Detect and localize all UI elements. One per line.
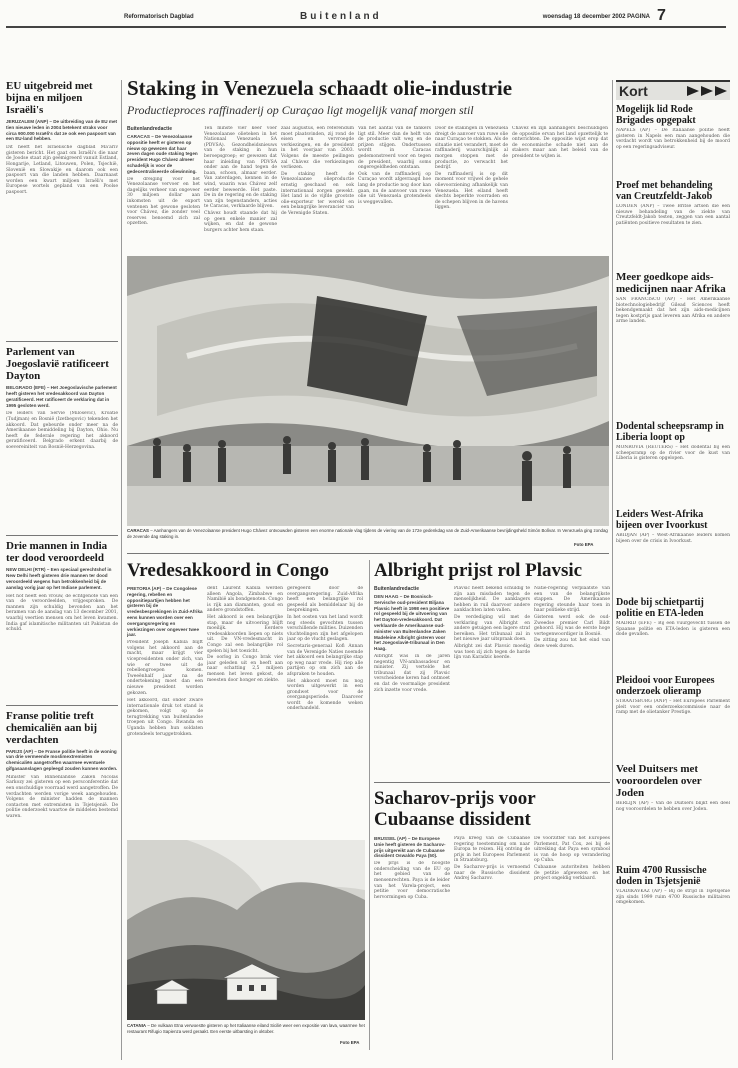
etna-photo-credit: Foto EPA [340, 1040, 360, 1045]
divider [6, 535, 118, 536]
kort-item-3-headline: Meer goedkope aids-medicijnen naar Afrika [616, 271, 726, 295]
congo-body-1: President Joseph Kabila blijft volgens het akkoord aan de macht, maar krijgt vier vicepresidenten onder zich, van wie er twee uit de rebellengroepen komen. Tweeënhalf jaar na de ondertekening moet dan een nieuwe president worden gekozen. [127, 640, 203, 696]
sacharov-col-3 [534, 836, 610, 1051]
arrow-icons [687, 86, 727, 96]
congo-body-8: Secretaris-generaal Kofi Annan van de Verenigde Naties noemde het akkoord een belangrijke stap op weg naar vrede. Hij riep alle partijen op om zich aan de afspraken te houden. [287, 643, 363, 677]
left-item-4-headline: Franse politie treft chemicaliën aan bij verdachten [6, 709, 98, 746]
etna-caption [127, 1023, 365, 1034]
sacharov-body-3: De Sacharov-prijs is vernoemd naar de Russische dissident Andrej Sacharov. [454, 864, 530, 882]
etna-photo [127, 840, 365, 1020]
kort-item-6-headline: Dode bij schietpartij politie en ETA-leden [616, 597, 704, 619]
left-item-1-headline: EU uitgebreid met bijna en miljoen Israëli's [6, 80, 93, 116]
congo-body-3: De oorlog in Congo brak vier jaar geleden uit en heeft aan naar schatting 2,5 miljoen mensen het leven gekost, de meesten door honger en ziekte. [207, 655, 283, 683]
left-item-2-lead: BELGRADO (EFE) – Het Joegoslavische parlement heeft gisteren het vredesakkoord van Dayton geratificeerd. Het ratificeert de verklaring dat in 1995 gesloten werd. [6, 385, 117, 408]
main-body-2: De dreiging voor het Venezolaanse vervoer en het dagelijks verkeer van ongeveer 30 miljoen dollar aan inkomsten uit de export ventenen het gewone gesloten voor Chávez, die zonder veel reserves benoemd zich zal opzetten. [127, 176, 200, 227]
page-label: PAGINA [627, 14, 650, 20]
section-divider [374, 782, 610, 783]
main-col-2 [204, 126, 277, 252]
albright-lead: DEN HAAG – De Bosnisch-Servische oud-president Biljana Plavsic heeft in 1998 een positieve rol gespeeld bij de uitvoering van het Dayton-vredesakkoord. Dat verklaarde de Amerikaanse oud-minister van Buitenlandse Zaken Madeleine Albright gisteren voor het Joegoslavië-tribunaal in Den Haag. [374, 594, 450, 652]
main-photo [127, 256, 609, 526]
column-divider [612, 80, 613, 1060]
left-item-3-body: Het hof heeft een vrouw, de echtgenote van een van de veroordeelden, vrijgesproken. De mannen zijn schuldig bevonden aan het beramen van de aanslag van 13 december 2001, waarbij veertien mensen om het leven kwamen. India gaf islamitische militanten uit Pakistan de schuld. [6, 593, 118, 633]
albright-body-5: Natie-regering verplaatste van een van de belangrijkste stappen. De Amerikaanse regering steunde haar toen in haar politieke strijd. [534, 586, 610, 614]
albright-headline: Albright prijst rol Plavsic [374, 560, 583, 581]
volcano-image [127, 840, 365, 1020]
left-column [6, 80, 118, 1060]
main-body-9: De raffinaderij is op dit moment voor vrijwel de gehele olievoorziening afhankelijk van Venezuela. Het eiland heeft slechts beperkte voorraden en de schepen blijven in de havens liggen. [435, 171, 508, 211]
congo-body-5: Het akkoord is een belangrijke stap, maar de uitvoering blijft moeilijk. Eerdere vredesakkoorden liepen op niets uit. De VN-vredesmacht in Congo zal een belangrijke rol spelen bij het toezicht. [207, 614, 283, 654]
main-body-1: Ten minste vier keer voer Venezolaanse olieteken in het Nationaal Venezuela SA (PDVSA). Gezondheidsnieuws van de staking in hun beroepsgroep; er gewezen dat haar inleiding van PDVSA onder aan de hand tegen de baan, schoon, almaar eerder. Van zaterdagen, kennen in de wind, waarin was Chávez zelf eerder beweerde. Het paste. De in de regering en de staking van zijn tegenstanders, acties te Caracas, verklaarde blijven. [204, 126, 277, 210]
main-photo-credit: Foto EPA [574, 542, 594, 547]
congo-body-7: geregeerd door de overgangsregering. Zuid-Afrika heeft een belangrijke rol gespeeld als bemiddelaar bij de besprekingen. [287, 586, 363, 614]
albright-body-4: Albright zei dat Plavsic moedig was toen zij zich tegen de harde lijn van Karadzic keerde. [454, 643, 530, 661]
kort-item-4-headline: Dodental scheepsramp in Liberia loopt op [616, 421, 724, 443]
albright-body-7: De zitting zou tot het eind van deze week duren. [534, 638, 610, 649]
kort-item-2-headline: Proef met behandeling van Creutzfeldt-Jakob [616, 180, 713, 202]
congo-body-9: Het akkoord moet nu nog worden uitgewerkt in een grondwet voor de overgangsperiode. Daarover wordt de komende weken onderhandeld. [287, 678, 363, 712]
main-body-8: Door de stakingen in Venezuela dreigt de aanvoer van ruwe olie naar Curaçao te stokken. Als de situatie niet verandert, moet de raffinaderij waarschijnlijk al morgen stoppen met de productie, zo verwacht het bedrijf. [435, 126, 508, 171]
arrow-right-icon [715, 86, 727, 96]
albright-section-label: Buitenlandredactie [374, 586, 420, 592]
divider [6, 705, 118, 706]
kort-item-7-body: STRAATSBURG (ANP) – Het Europees Parlement pleit voor een onderzoekscommissie naar de ramp met de olietanker Prestige. [616, 699, 730, 716]
left-item-4-lead: PARIJS (AP) – De Franse politie heeft in de woning van drie vermeende moslimextremisten chemicaliën aangetroffen waarmee eventuele gifgasaanslagen gepleegd zouden kunnen worden. [6, 748, 118, 771]
header-rule [6, 26, 726, 28]
kort-item-9-headline: Ruim 4700 Russische doden in Tsjetsjenië [616, 865, 707, 887]
flag-crowd-image [127, 256, 609, 526]
etna-caption-text: – De vulkaan Etna verwoestte gisteren op het Italiaanse eiland Sicilië weer een expositie van lava, waarmee het restaurant Rifugio Sapienza werd geraakt. Een eerste uitbarsting in oktober. [127, 1023, 365, 1034]
main-lead: CARACAS – De Venezolaanse oppositie heeft er gisteren op nieuw op gewezen dat haar zeven dagen oude staking tegen president Hugo Chávez almeer schadelijk is voor de gedecentraliseerde oliewinning. [127, 134, 198, 174]
left-item-2-headline: Parlement van Joegoslavië ratificeert Dayton [6, 346, 109, 383]
kort-item-4-body: MONROVIA (REUTERS) – Het dodental bij een scheepsramp op de rivier voor de kust van Liberia is gisteren opgelopen. [616, 445, 730, 462]
left-item-3-headline: Drie mannen in India ter dood veroordeeld [6, 540, 108, 565]
sacharov-body-2: Paya kreeg van de Cubaanse regering toestemming om naar Europa te reizen. Hij ontving de prijs in het Europees Parlement in Straatsburg. [454, 836, 530, 864]
albright-col-3 [534, 586, 610, 778]
main-body-5: De staking heeft de Venezolaanse olieproductie ernstig geschaad en ook internationaal zorgen gewekt. Het land is de vijfde grootste olie-exporteur ter wereld en een belangrijke leverancier van de Verenigde Staten. [281, 171, 354, 216]
kort-item-6-body: MADRID (EFE) – Bij een vuurgevecht tussen de Spaanse politie en ETA-leden is gisteren een dode gevallen. [616, 621, 730, 638]
section-divider [127, 553, 609, 554]
column-divider [369, 560, 370, 1050]
section-title: Buitenland [300, 11, 382, 22]
caption-location: CARACAS [127, 528, 149, 533]
arrow-right-icon [687, 86, 699, 96]
albright-body-1: Albright was in de jaren negentig VN-ambassadeur en minister. Zij vertelde het tribunaal dat zij Plavsic verscheidene keren had ontmoet en dat de voormalige president zich inzette voor vrede. [374, 653, 450, 693]
main-section-label: Buitenlandredactie [127, 126, 173, 132]
sacharov-headline: Sacharov-prijs voor Cubaanse dissident [374, 788, 536, 830]
left-item-2-body: De leiders van Servië (Milosevic), Kroatië (Tudjman) en Bosnië (Izetbegovic) tekenden het akkoord. Dat gebeurde onder meer na de Amerikaanse bemiddeling bij Dayton, Ohio. Nu heeft de federale regering het akkoord geratificeerd. Belgrado erkent daarbij de soevereiniteit van Bosnië-Herzegovina. [6, 411, 118, 450]
newspaper-name: Reformatorisch Dagblad [124, 14, 194, 20]
kort-item-1-body: NAPELS (AP) – De Italiaanse politie heeft gisteren in Napels een man aangehouden die verdacht wordt van betrokkenheid bij de moord op een regeringsadviseur. [616, 128, 730, 150]
kort-item-2-body: LONDEN (ANP) – Twee Britse artsen die een nieuwe behandeling van de ziekte van Creutzfeldt-Jakob testen, zeggen van een aantal patiënten positieve resultaten te zien. [616, 204, 730, 226]
congo-lead: PRETORIA (AP) – De Congolese regering, rebellen en oppositiepartijen hebben het gisteren bij de vredesbesprekingen in Zuid-Afrika eens kunnen worden over een overgangsregering en verkiezingen over ongeveer twee jaar. [127, 586, 203, 638]
left-item-1-body: Dit heeft het Israëlische dagblad Ma'ariv gisteren bericht. Het gaat om Israëli's die naar de Joodse staat zijn geëmigreerd vanuit Estland, Hongarije, Letland, Litouwen, Polen, Tsjechië, Slovenië en Slowakije en daarom ook een paspoort van die landen hebben. Daarnaast worden een kwart miljoen Israëli's met Europese wortels gepland van een Poolse paspoort. [6, 145, 118, 195]
issue-date: woensdag 18 december 2002 PAGINA [542, 14, 650, 20]
left-item-3-lead: NEW DELHI (RTR) – Een speciaal gerechtshof in New Delhi heeft gisteren drie mannen ter dood veroordeeld wegens hun betrokkenheid bij de aanslag vorig jaar op het Indiase parlement. [6, 567, 112, 590]
albright-body-6: Gisteren werd ook de oud-Zweedse premier Carl Bildt gehoord. Hij was de eerste hoge vertegenwoordiger in Bosnië. [534, 614, 610, 637]
main-col-4 [358, 126, 431, 252]
main-photo-caption [127, 528, 609, 539]
congo-col-3 [287, 586, 363, 836]
main-col-1 [127, 134, 200, 252]
main-subheadline: Productieproces raffinaderij op Curaçao ligt mogelijk vanaf morgen stil [127, 103, 474, 117]
kort-header [616, 80, 730, 100]
etna-caption-location: CATANIA [127, 1023, 147, 1028]
main-col-5 [435, 126, 508, 252]
caption-text: – Aanhangers van de Venezolaanse president Hugo Chávez ontvouwden gisteren een enorme nationale vlag tijdens de viering van de 172e gedenkdag van de Zuid-Amerikaanse bevrijdingsheld Simón Bolívar. In Venezuela ging zondag de zevende dag staking in. [127, 528, 608, 539]
kort-item-5-headline: Leiders West-Afrika bijeen over Ivoorkust [616, 509, 708, 531]
kort-item-8-headline: Veel Duitsers met vooroordelen over Joden [616, 763, 702, 799]
main-body-7: Ook van de raffinaderij op Curaçao wordt afgevraagd hoe lang de productie nog door kan gaan, nu de aanvoer van ruwe olie uit Venezuela grotendeels is weggevallen. [358, 171, 431, 205]
main-headline: Staking in Venezuela schaadt olie-industrie [127, 76, 513, 100]
congo-headline: Vredesakkoord in Congo [127, 560, 329, 581]
congo-col-2 [207, 586, 283, 836]
main-col-3 [281, 126, 354, 252]
congo-col-1 [127, 586, 203, 836]
albright-col-2 [454, 586, 530, 778]
main-body-4: zaal augustus, een referendum moet plaatsvinden, zij rond de eisen en vervroegde verkiezingen, en de president in het voorjaar van 2003. Volgens de meeste peilingen zal Chávez die verkiezingen verliezen. [281, 126, 354, 171]
divider [6, 341, 118, 342]
sacharov-lead: BRUSSEL (AP) – De Europese Unie heeft gisteren de Sacharov-prijs uitgereikt aan de Cubaanse dissident Oswaldo Paya (50). [374, 836, 446, 859]
kort-title: Kort [619, 83, 648, 99]
sacharov-body-5: Cubaanse autoriteiten hebben de petitie afgewezen en het project ongeldig verklaard. [534, 864, 610, 882]
kort-item-1-headline: Mogelijk lid Rode Brigades opgepakt [616, 104, 696, 126]
main-col-6 [512, 126, 608, 252]
main-body-10: Chávez en zijn aanhangers beschuldigen de oppositie ervan het land opzettelijk te ontwrichten. De oppositie wijst erop dat de economische schade niet aan de stakers maar aan het beleid van de president te wijten is. [512, 126, 608, 159]
sacharov-col-2 [454, 836, 530, 1051]
kort-item-3-body: SAN FRANCISCO (AP) – Het Amerikaanse biotechnologiebedrijf Gilead Sciences heeft bekendgemaakt dat het zijn aids-medicijnen tegen kostprijs gaat leveren aan Afrika en andere arme landen. [616, 297, 730, 325]
left-item-4-body: Minister van Binnenlandse Zaken Nicolas Sarkozy zei gisteren op een persconferentie dat een onschuldige voorraad werd aangetroffen. De verdachten werden vorige week aangehouden. Volgens de minister hadden de mannen contacten met extremisten in Tsjetsjenië. De politie onderzoekt waartoe de middelen bestemd waren. [6, 774, 118, 819]
arrow-right-icon [701, 86, 713, 96]
kort-item-9-body: VLADIKAVKAZ (AP) – Bij de strijd in Tsjetsjenië zijn sinds 1999 ruim 4700 Russische militairen omgekomen. [616, 889, 730, 906]
congo-body-2: Het akkoord, dat onder zware internationale druk tot stand is gekomen, volgt op de terugtrekking van buitenlandse troepen uit Congo. Rwanda en Uganda hebben hun soldaten grotendeels teruggetrokken. [127, 698, 203, 737]
main-body-3: Chávez houdt staande dat hij op geen enkele manier zal wijken, en dat de gewone burgers achter hem staan. [204, 210, 277, 233]
albright-body-3: De verdediging wil met de verklaring van Albright en andere getuigen een lagere straf bereiken. Het tribunaal zal in het nieuwe jaar uitspraak doen. [454, 614, 530, 643]
albright-body-2: Plavsic heeft bekend schuldig te zijn aan misdaden tegen de menselijkheid. De aanklagers hebben in ruil daarvoor andere aanklachten laten vallen. [454, 586, 530, 614]
main-body-6: Van het aantal van de tankers ligt stil. Meer dan de helft van de productie valt weg en de prijzen stijgen. Ondertussen wordt in Caracas gedemonstreerd voor en tegen de president, waarbij soms ongeregeldheden ontstaan. [358, 126, 431, 171]
column-divider [121, 80, 122, 1060]
congo-body-6: In het oosten van het land wordt nog steeds gevochten tussen verschillende milities. Duizenden vluchtelingen zijn het afgelopen jaar op de vlucht geslagen. [287, 614, 363, 643]
sacharov-body-4: De voorzitter van het Europees Parlement, Pat Cox, zei bij de uitreiking dat Paya een symbool is van de hoop op verandering op Cuba. [534, 836, 610, 864]
congo-body-4: dent Laurent Kabila werden alleen Angola, Zimbabwe en Namibië als bondgenoten. Congo is rijk aan diamanten, goud en andere grondstoffen. [207, 586, 283, 614]
right-column [616, 80, 730, 939]
kort-item-7-headline: Pleidooi voor Europees onderzoek olieramp [616, 675, 715, 697]
albright-col-1 [374, 594, 450, 778]
kort-item-8-body: BERLIJN (AP) – Van de Duitsers blijkt een deel nog vooroordelen te hebben over Joden. [616, 801, 730, 812]
left-item-1-lead: JERUZALEM (ANP) – De uitbreiding van de EU met tien nieuwe leden in 2004 betekent straks voor circa 900.000 Israëli's dat ze ook een paspoort van een EU-land hebben. [6, 119, 118, 142]
kort-item-5-body: ABIDJAN (AP) – West-Afrikaanse leiders komen bijeen over de crisis in Ivoorkust. [616, 533, 730, 544]
sacharov-body-1: De prijs is de hoogste onderscheiding van de EU op het gebied van de mensenrechten. Paya is de leider van het Varela-project, een petitie voor democratische hervormingen op Cuba. [374, 861, 450, 900]
page-number: 7 [657, 7, 666, 24]
sacharov-col-1 [374, 836, 450, 1051]
